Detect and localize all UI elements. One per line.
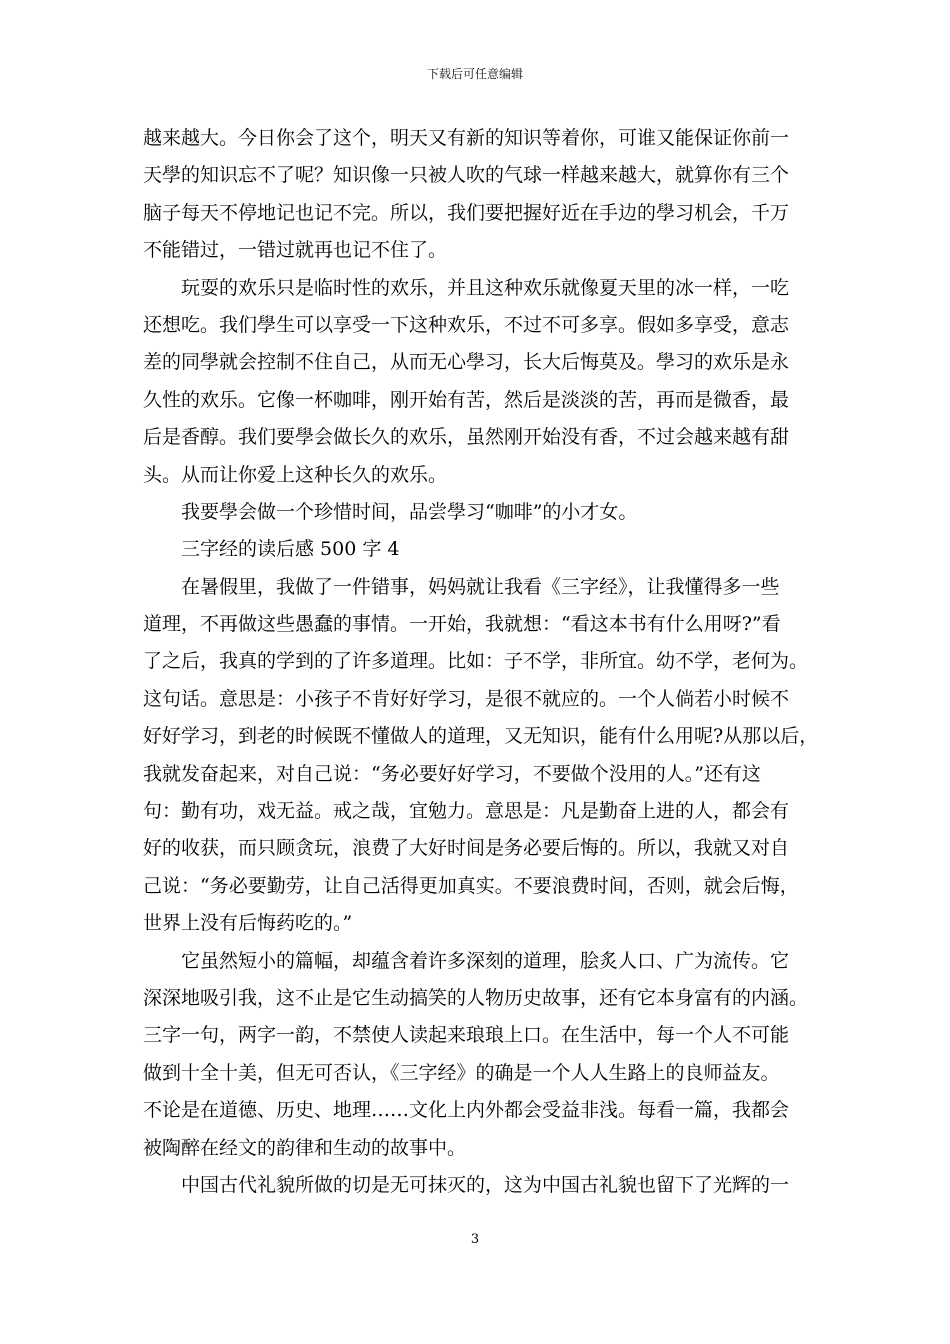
text-line: 越来越大。今日你会了这个，明天又有新的知识等着你，可谁又能保证你前一 — [143, 127, 790, 149]
text-line: 己说：“务必要勤劳，让自己活得更加真实。不要浪费时间，否则，就会后悔， — [143, 874, 799, 897]
text-line: 道理，不再做这些愚蠢的事情。一开始，我就想：“看这本书有什么用呀?”看 — [143, 613, 781, 636]
text-line: 不论是在道德、历史、地理……文化上内外都会受益非浅。每看一篇，我都会 — [143, 1099, 790, 1122]
text-line: 好的收获，而只顾贪玩，浪费了大好时间是务必要后悔的。所以，我就又对自 — [143, 837, 790, 860]
text-line: 三字经的读后感 500 字 4 — [181, 538, 400, 561]
text-line: 了之后，我真的学到的了许多道理。比如：子不学，非所宜。幼不学，老何为。 — [143, 650, 809, 673]
text-line: 还想吃。我们學生可以享受一下这种欢乐，不过不可多享。假如多享受，意志 — [143, 313, 790, 336]
text-line: 脑子每天不停地记也记不完。所以，我们要把握好近在手边的學习机会，千万 — [143, 201, 790, 224]
text-line: 后是香醇。我们要學会做长久的欢乐，虽然刚开始没有香，不过会越来越有甜 — [143, 426, 790, 449]
text-line: 做到十全十美，但无可否认，《三字经》的确是一个人人生路上的良师益友。 — [143, 1061, 780, 1084]
text-line: 久性的欢乐。它像一杯咖啡，刚开始有苦，然后是淡淡的苦，再而是微香，最 — [143, 388, 790, 411]
text-line: 句：勤有功，戏无益。戒之哉，宜勉力。意思是：凡是勤奋上进的人，都会有 — [143, 800, 790, 823]
text-line: 头。从而让你爱上这种长久的欢乐。 — [143, 463, 448, 486]
text-line: 这句话。意思是：小孩子不肯好好学习，是很不就应的。一个人倘若小时候不 — [143, 687, 790, 710]
text-line: 不能错过，一错过就再也记不住了。 — [143, 239, 448, 262]
text-line: 它虽然短小的篇幅，却蕴含着许多深刻的道理，脍炙人口、广为流传。它 — [181, 949, 790, 972]
text-line: 深深地吸引我，这不止是它生动搞笑的人物历史故事，还有它本身富有的内涵。 — [143, 986, 809, 1009]
text-line: 被陶醉在经文的韵律和生动的故事中。 — [143, 1136, 467, 1159]
text-line: 差的同學就会控制不住自己，从而无心學习，长大后悔莫及。學习的欢乐是永 — [143, 351, 790, 374]
text-line: 中国古代礼貌所做的切是无可抹灭的，这为中国古礼貌也留下了光辉的一 — [181, 1173, 790, 1196]
text-line: 在暑假里，我做了一件错事，妈妈就让我看《三字经》，让我懂得多一些 — [181, 575, 780, 598]
text-line: 世界上没有后悔药吃的。” — [143, 912, 353, 935]
text-line: 我就发奋起来，对自己说：“务必要好好学习，不要做个没用的人。”还有这 — [143, 762, 761, 785]
text-line: 我要學会做一个珍惜时间，品尝學习“咖啡”的小才女。 — [181, 500, 638, 523]
text-line: 三字一句，两字一韵，不禁使人读起来琅琅上口。在生活中，每一个人不可能 — [143, 1024, 790, 1047]
page-header: 下载后可任意编辑 — [426, 67, 523, 81]
text-line: 玩耍的欢乐只是临时性的欢乐，并且这种欢乐就像夏天里的冰一样，一吃 — [181, 276, 790, 299]
text-line: 天學的知识忘不了呢？知识像一只被人吹的气球一样越来越大，就算你有三个 — [143, 164, 790, 187]
text-line: 好好学习，到老的时候既不懂做人的道理，又无知识，能有什么用呢?从那以后， — [143, 725, 819, 748]
page-number: 3 — [470, 1232, 480, 1247]
document-body — [143, 120, 819, 1204]
